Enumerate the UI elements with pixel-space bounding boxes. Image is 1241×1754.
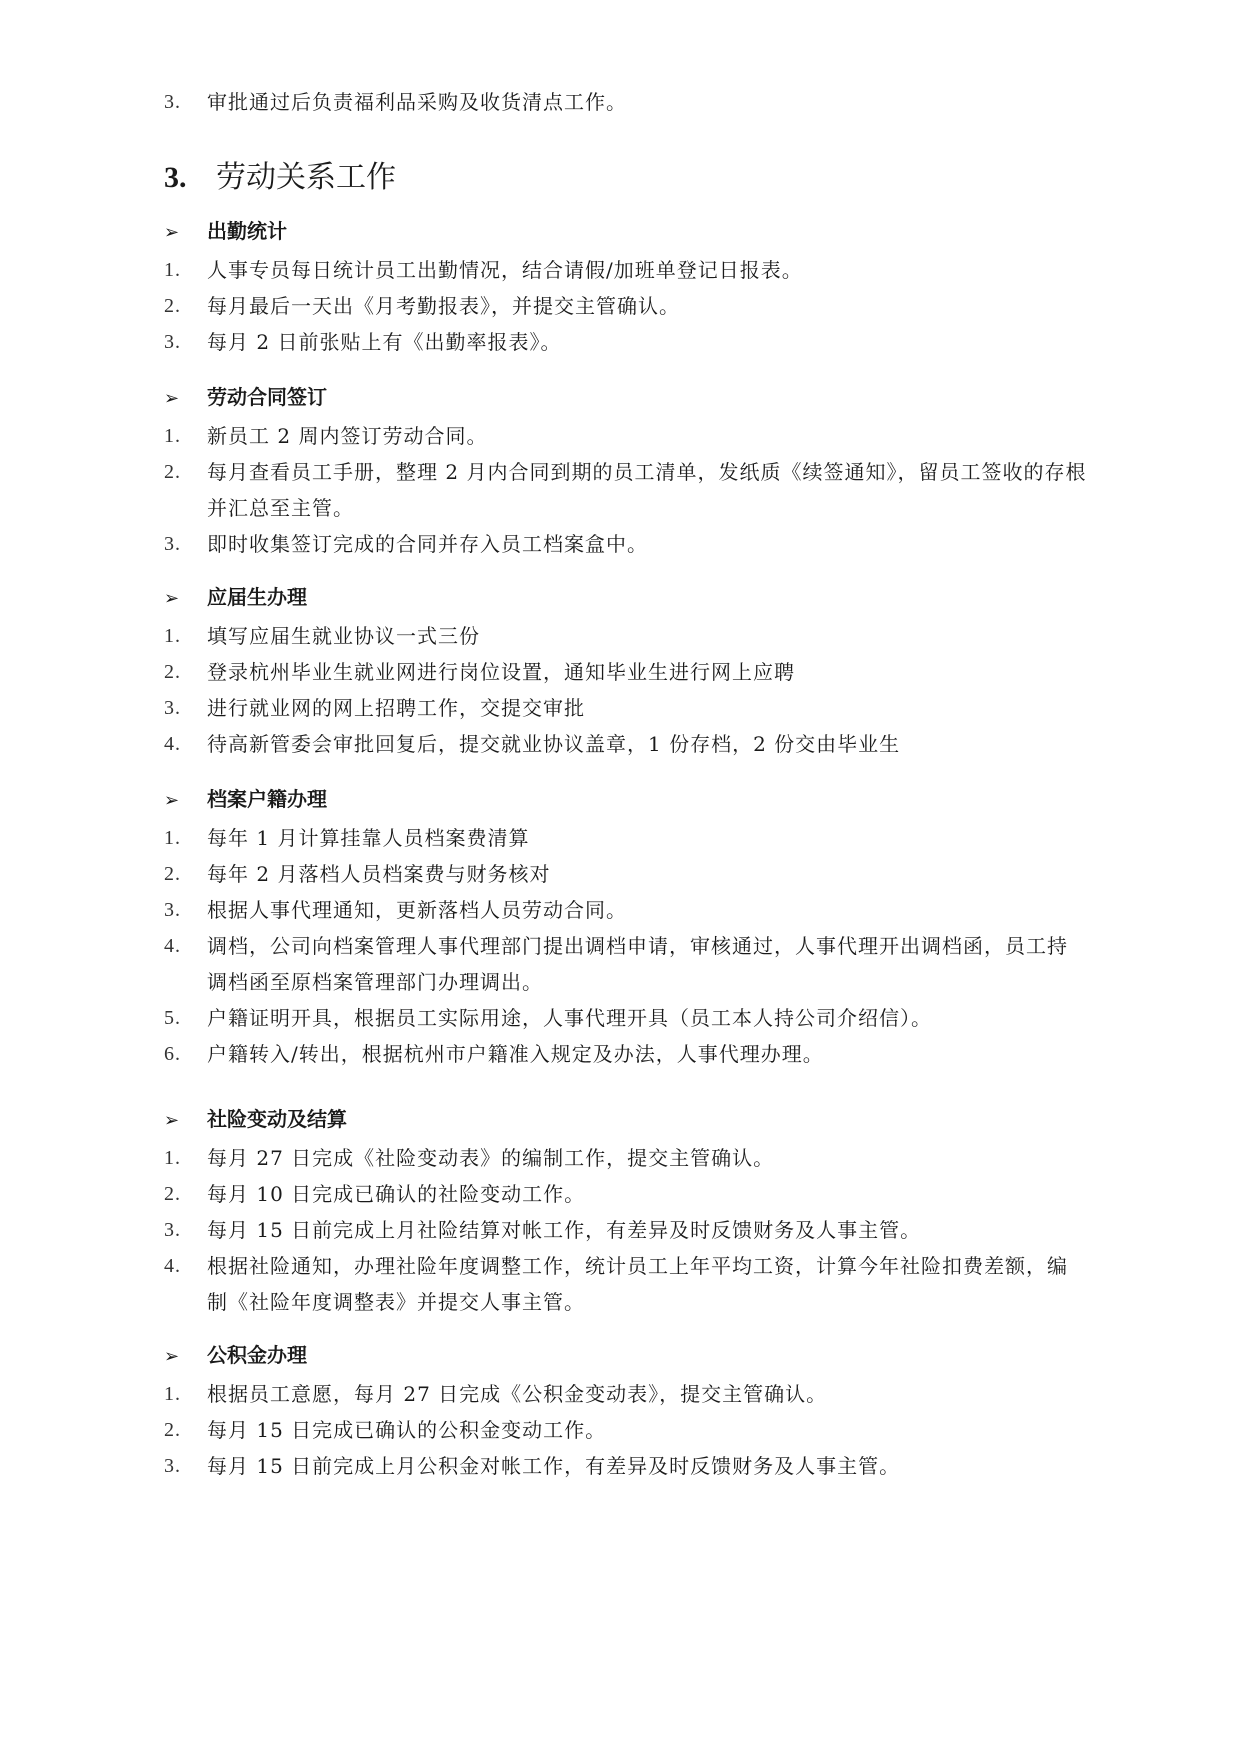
list-item: 1. 人事专员每日统计员工出勤情况，结合请假/加班单登记日报表。 [164,258,803,282]
list-item: 3. 每月 15 日前完成上月公积金对帐工作，有差异及时反馈财务及人事主管。 [164,1454,901,1478]
subsection-housing-fund [164,1340,1087,1484]
subsection-attendance [164,216,1087,360]
arrow-bullet-icon: ➢ [164,790,180,811]
list-item: 6. 户籍转入/转出，根据杭州市户籍准入规定及办法，人事代理办理。 [164,1042,824,1066]
subsection-graduates [164,582,1087,762]
list-item: 2. 每月 10 日完成已确认的社险变动工作。 [164,1182,586,1206]
subsection-social-insurance [164,1104,1087,1320]
list-item: 4. 根据社险通知，办理社险年度调整工作，统计员工上年平均工资，计算今年社险扣费差额，编制《社险年度调整表》并提交人事主管。 [164,1254,1068,1314]
list-item: 2. 每月 15 日完成已确认的公积金变动工作。 [164,1418,607,1442]
subsection-title: ➢ 出勤统计 [164,216,1087,246]
list-item: 2. 每月最后一天出《月考勤报表》，并提交主管确认。 [164,294,680,318]
subsection-title: ➢ 社险变动及结算 [164,1104,1087,1134]
list-item: 1. 每月 27 日完成《社险变动表》的编制工作，提交主管确认。 [164,1146,775,1170]
list-item: 2. 每年 2 月落档人员档案费与财务核对 [164,862,551,886]
list-item: 3. 每月 2 日前张贴上有《出勤率报表》。 [164,330,562,354]
list-item: 4. 待高新管委会审批回复后，提交就业协议盖章，1 份存档，2 份交由毕业生 [164,732,901,756]
arrow-bullet-icon: ➢ [164,388,180,409]
subsection-title: ➢ 劳动合同签订 [164,382,1087,412]
list-item: 3. 根据人事代理通知，更新落档人员劳动合同。 [164,898,627,922]
section-heading [164,158,396,198]
list-item: 1. 根据员工意愿，每月 27 日完成《公积金变动表》，提交主管确认。 [164,1382,828,1406]
list-item: 1. 填写应届生就业协议一式三份 [164,624,480,648]
arrow-bullet-icon: ➢ [164,588,180,609]
list-item: 4. 调档，公司向档案管理人事代理部门提出调档申请，审核通过，人事代理开出调档函，员工持调档函至原档案管理部门办理调出。 [164,934,1068,994]
list-item: 1. 新员工 2 周内签订劳动合同。 [164,424,488,448]
list-item: 2. 登录杭州毕业生就业网进行岗位设置，通知毕业生进行网上应聘 [164,660,795,684]
section-title: 劳动关系工作 [216,160,396,195]
subsection-title: ➢ 应届生办理 [164,582,1087,612]
list-item: 3. 即时收集签订完成的合同并存入员工档案盒中。 [164,532,648,556]
list-item: 3. 进行就业网的网上招聘工作，交提交审批 [164,696,585,720]
list-item: 1. 每年 1 月计算挂靠人员档案费清算 [164,826,530,850]
section-number: 3. [164,161,187,194]
arrow-bullet-icon: ➢ [164,1346,180,1367]
subsection-title: ➢ 公积金办理 [164,1340,1087,1370]
arrow-bullet-icon: ➢ [164,222,180,243]
subsection-labor-contract [164,382,1087,562]
arrow-bullet-icon: ➢ [164,1110,180,1131]
item-number: 3. [164,91,181,113]
list-item: 5. 户籍证明开具，根据员工实际用途，人事代理开具（员工本人持公司介绍信）。 [164,1006,932,1030]
list-item [164,84,1087,120]
list-item: 3. 每月 15 日前完成上月社险结算对帐工作，有差异及时反馈财务及人事主管。 [164,1218,922,1242]
list-item: 2. 每月查看员工手册，整理 2 月内合同到期的员工清单，发纸质《续签通知》，留员工签收的存根并汇总至主管。 [164,460,1087,520]
subsection-archives [164,784,1087,1072]
item-text: 审批通过后负责福利品采购及收货清点工作。 [207,90,627,114]
subsection-title: ➢ 档案户籍办理 [164,784,1087,814]
